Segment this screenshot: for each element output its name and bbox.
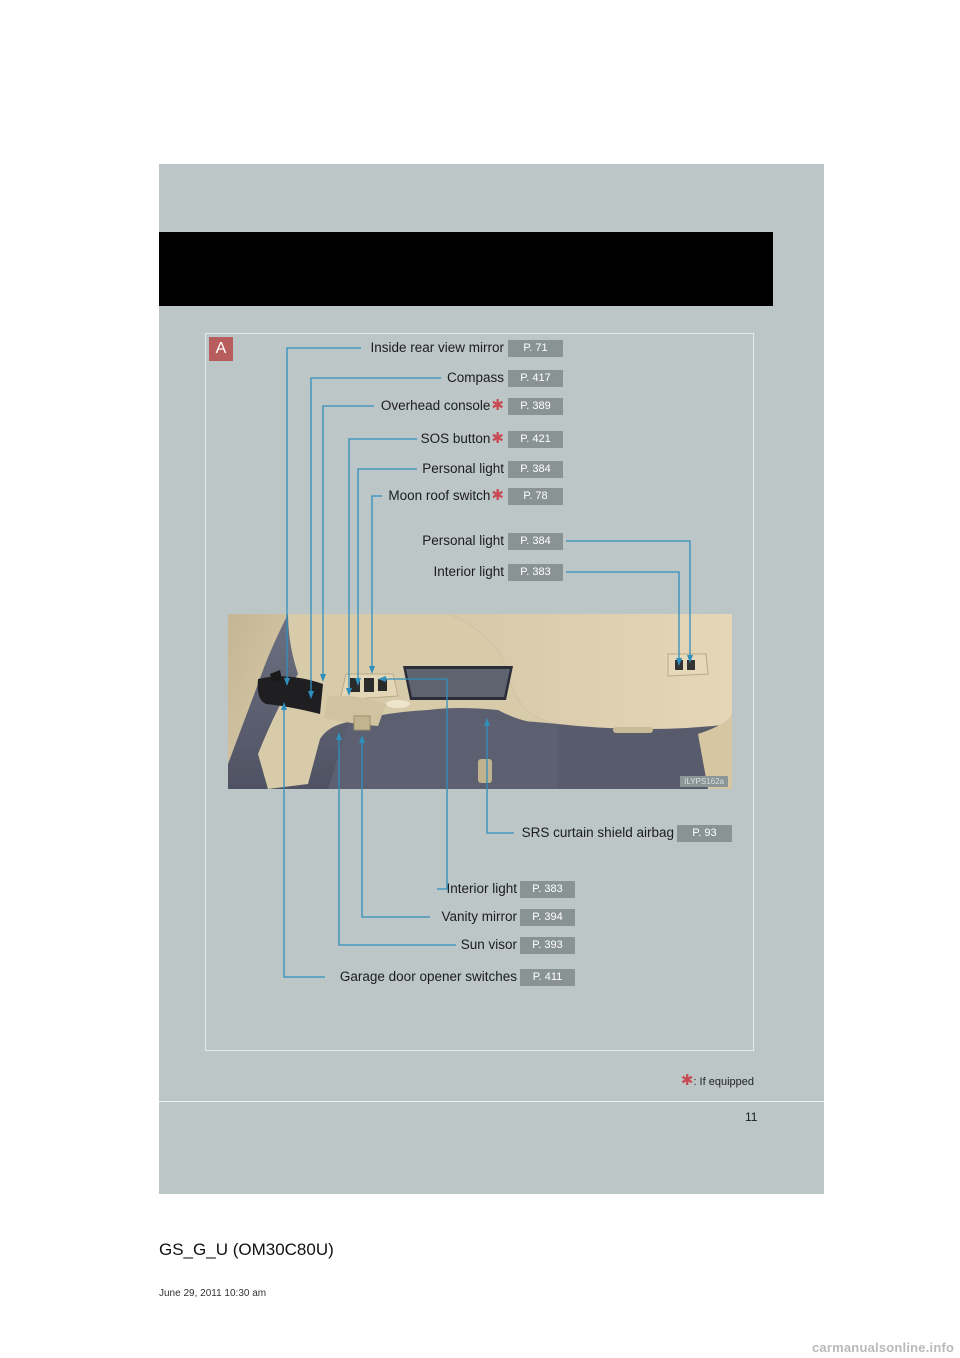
equipped-star-icon: ✱ bbox=[680, 1072, 694, 1089]
label-sun-visor: Sun visor bbox=[460, 937, 517, 952]
ref-srs-curtain-shield-airbag[interactable]: P. 93 bbox=[677, 825, 732, 842]
label-compass: Compass bbox=[446, 370, 504, 385]
label-overhead-console: Overhead console✱ bbox=[380, 397, 504, 414]
footnote: ✱: If equipped bbox=[680, 1072, 754, 1089]
label-vanity-mirror: Vanity mirror bbox=[441, 909, 517, 924]
ref-personal-light-front[interactable]: P. 384 bbox=[508, 461, 563, 478]
label-interior-light-front: Interior light bbox=[446, 881, 517, 896]
document-date: June 29, 2011 10:30 am bbox=[159, 1288, 267, 1299]
photo-code: ILYPS162a bbox=[680, 776, 728, 787]
label-personal-light-rear: Personal light bbox=[422, 533, 504, 548]
ref-compass[interactable]: P. 417 bbox=[508, 370, 563, 387]
section-badge: A bbox=[209, 337, 233, 361]
ref-sun-visor[interactable]: P. 393 bbox=[520, 937, 575, 954]
label-moon-roof-switch: Moon roof switch✱ bbox=[388, 487, 504, 504]
label-srs-curtain-shield-airbag: SRS curtain shield airbag bbox=[521, 825, 674, 840]
ref-garage-door-opener-switches[interactable]: P. 411 bbox=[520, 969, 575, 986]
label-personal-light-front: Personal light bbox=[422, 461, 504, 476]
equipped-star-icon: ✱ bbox=[491, 397, 504, 414]
label-interior-light-rear: Interior light bbox=[433, 564, 504, 579]
ref-interior-light-front[interactable]: P. 383 bbox=[520, 881, 575, 898]
equipped-star-icon: ✱ bbox=[491, 487, 504, 504]
watermark-text[interactable]: carmanualsonline.info bbox=[812, 1340, 955, 1355]
equipped-star-icon: ✱ bbox=[491, 430, 504, 447]
page-number: 11 bbox=[745, 1110, 758, 1124]
label-garage-door-opener-switches: Garage door opener switches bbox=[339, 969, 517, 984]
label-inside-rear-view-mirror: Inside rear view mirror bbox=[370, 340, 504, 355]
label-sos-button: SOS button✱ bbox=[420, 430, 504, 447]
ref-vanity-mirror[interactable]: P. 394 bbox=[520, 909, 575, 926]
ref-interior-light-rear[interactable]: P. 383 bbox=[508, 564, 563, 581]
ref-moon-roof-switch[interactable]: P. 78 bbox=[508, 488, 563, 505]
ref-inside-rear-view-mirror[interactable]: P. 71 bbox=[508, 340, 563, 357]
ref-sos-button[interactable]: P. 421 bbox=[508, 431, 563, 448]
footer-divider bbox=[159, 1101, 824, 1102]
ref-personal-light-rear[interactable]: P. 384 bbox=[508, 533, 563, 550]
document-code: GS_G_U (OM30C80U) bbox=[159, 1240, 334, 1259]
ref-overhead-console[interactable]: P. 389 bbox=[508, 398, 563, 415]
